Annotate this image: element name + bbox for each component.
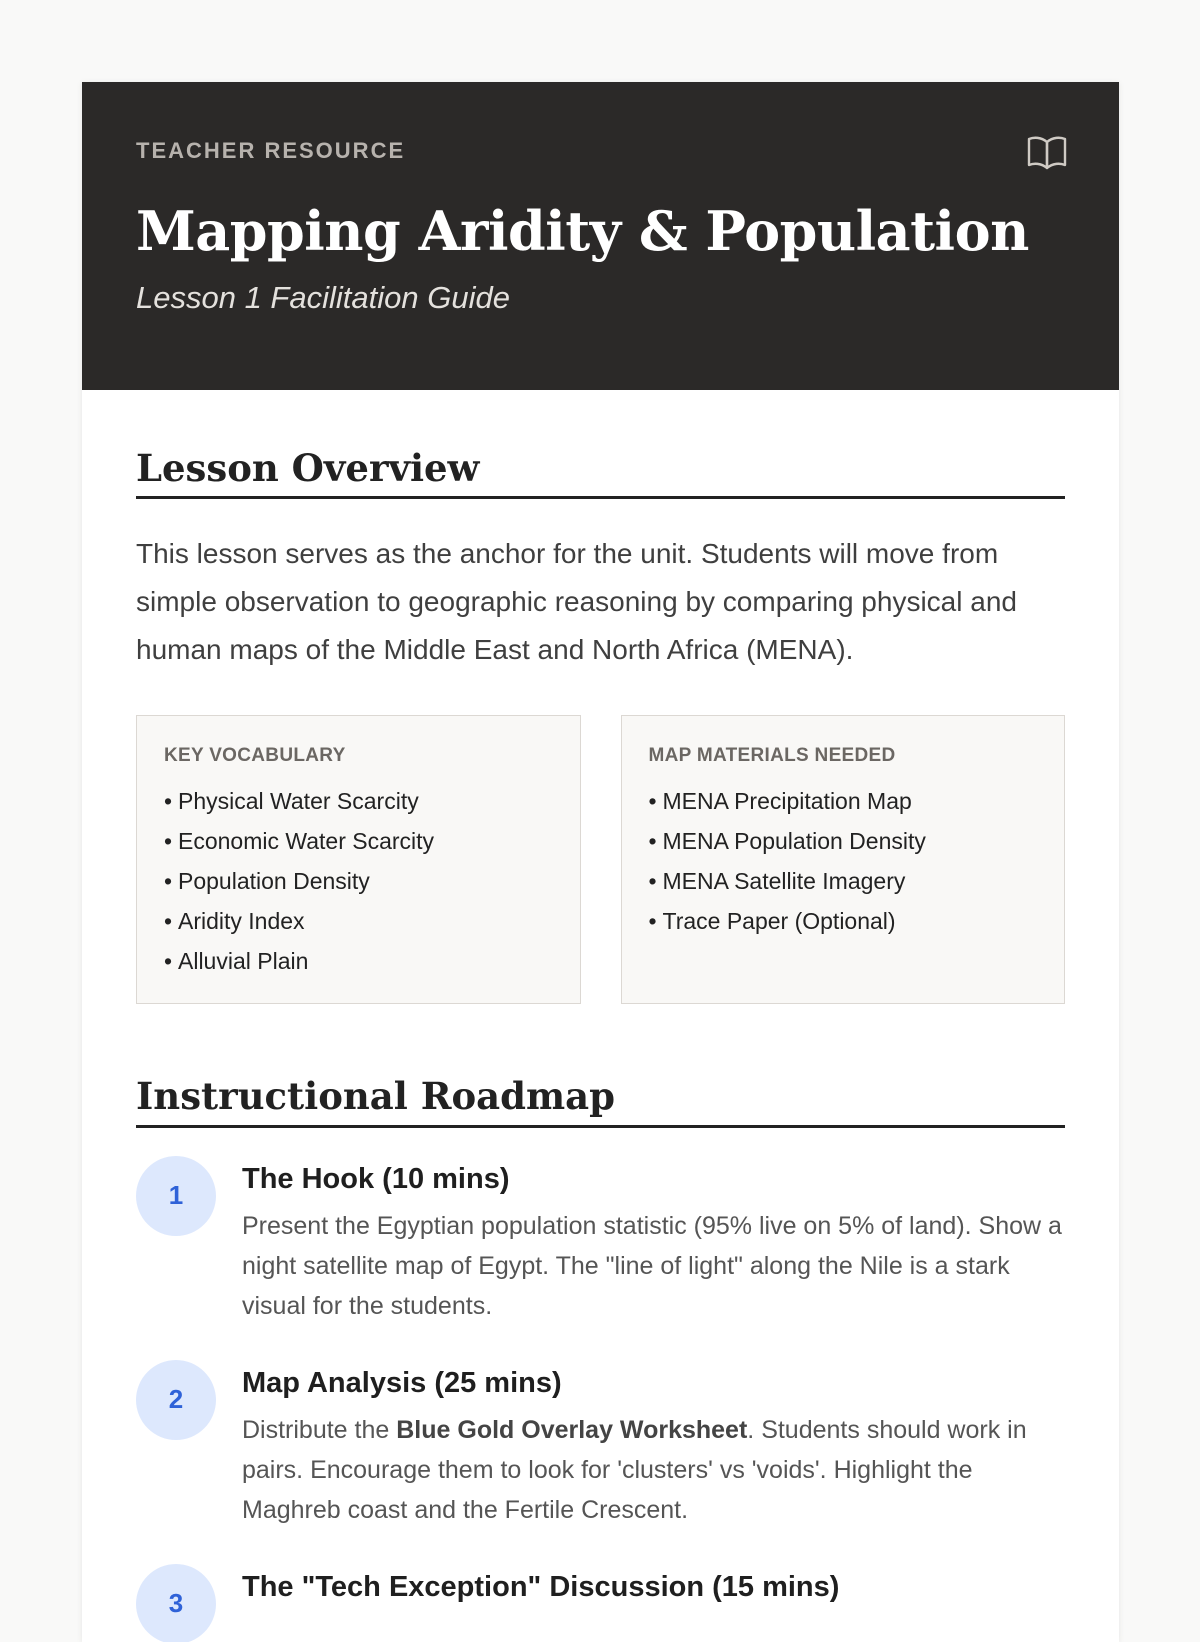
roadmap-step-1 [136,1162,1065,1332]
header-banner [82,82,1119,390]
materials-item: • MENA Precipitation Map [648,788,912,815]
page-title: Mapping Aridity & Population [136,199,1029,263]
materials-item: • Trace Paper (Optional) [648,908,896,935]
main-content [82,390,1119,1642]
overview-heading: Lesson Overview [136,446,1065,499]
book-open-icon [1027,134,1067,170]
roadmap-step-2 [136,1366,1065,1536]
step-description: Present the Egyptian population statistic (95% live on 5% of land). Show a night satellite map of Egypt. The "line of light" along the Nile is a stark visual for the students. [242,1211,1062,1320]
step-title: Map Analysis (25 mins) [242,1366,562,1399]
step-description: Distribute the Blue Gold Overlay Worksheet. Students should work in pairs. Encourage them to look for 'clusters' vs 'voids'. Highlight the Maghreb coast and the Fertile Crescent. [242,1415,1027,1524]
materials-item: • MENA Satellite Imagery [648,868,906,895]
step-number-badge: 3 [136,1564,216,1642]
vocabulary-label: KEY VOCABULARY [164,745,346,767]
overview-paragraph: This lesson serves as the anchor for the unit. Students will move from simple observation to geographic reasoning by comparing physical and human maps of the Middle East and North Africa (MENA). [136,538,1017,666]
materials-item: • MENA Population Density [648,828,926,855]
materials-box [621,715,1066,1004]
vocabulary-box [136,715,581,1004]
step-title: The "Tech Exception" Discussion (15 mins) [242,1570,840,1603]
document-page [82,82,1119,1642]
info-boxes [136,715,1065,1004]
vocabulary-item: • Alluvial Plain [164,948,309,975]
vocabulary-item: • Aridity Index [164,908,305,935]
step-title: The Hook (10 mins) [242,1162,510,1195]
worksheet-name: Blue Gold Overlay Worksheet [396,1415,748,1444]
roadmap-step-3 [136,1570,1065,1642]
vocabulary-item: • Physical Water Scarcity [164,788,419,815]
step-number-badge: 2 [136,1360,216,1440]
materials-label: MAP MATERIALS NEEDED [648,745,896,767]
resource-eyebrow: TEACHER RESOURCE [136,138,406,163]
roadmap-heading: Instructional Roadmap [136,1074,1065,1127]
vocabulary-item: • Population Density [164,868,370,895]
page-subtitle: Lesson 1 Facilitation Guide [136,280,510,316]
step-number-badge: 1 [136,1156,216,1236]
vocabulary-item: • Economic Water Scarcity [164,828,435,855]
